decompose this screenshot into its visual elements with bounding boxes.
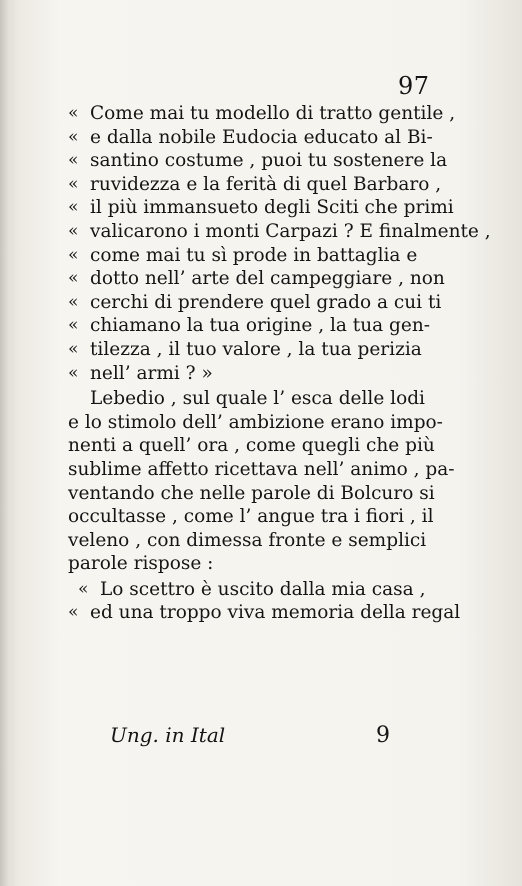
line-text: santino costume , puoi tu sostenere la xyxy=(90,150,448,172)
quote-mark: « xyxy=(68,315,79,336)
line-text: tilezza , il tuo valore , la tua perizia xyxy=(90,338,422,360)
line-text: nenti a quell’ ora , come quegli che più xyxy=(68,435,435,457)
page-gutter xyxy=(0,0,10,886)
line-text: ventando che nelle parole di Bolcuro si xyxy=(68,482,435,504)
line-text: veleno , con dimessa fronte e semplici xyxy=(68,529,427,551)
text-line xyxy=(68,411,446,435)
text-line xyxy=(68,126,446,150)
text-line xyxy=(68,291,446,315)
line-text: e dalla nobile Eudocia educato al Bi- xyxy=(90,126,433,148)
text-line xyxy=(68,173,446,197)
line-text: valicarono i monti Carpazi ? E finalmente , xyxy=(90,220,491,242)
quote-mark: « xyxy=(68,268,79,289)
line-text: Lebedio , sul quale l’ esca delle lodi xyxy=(90,388,425,410)
quote-mark: « xyxy=(68,197,79,218)
text-line xyxy=(68,196,454,220)
text-line xyxy=(68,338,446,362)
page-number: 97 xyxy=(398,72,430,100)
line-text: il più immansueto degli Sciti che primi xyxy=(90,197,454,219)
text-line xyxy=(68,529,446,553)
quote-mark: « xyxy=(68,291,79,312)
line-text: dotto nell’ arte del campeggiare , non xyxy=(90,268,445,290)
line-text: come mai tu sì prode in battaglia e xyxy=(90,244,418,266)
page-footer xyxy=(110,723,390,748)
text-line xyxy=(68,505,446,529)
line-text: Lo scettro è uscito dalla mia casa , xyxy=(100,578,426,600)
text-line xyxy=(68,387,446,411)
page-text xyxy=(68,102,491,625)
footer-signature-mark: 9 xyxy=(376,723,390,748)
text-line xyxy=(68,314,446,338)
text-line xyxy=(68,149,446,173)
text-line xyxy=(68,220,491,244)
quote-mark: « xyxy=(68,338,79,359)
text-line xyxy=(68,362,446,386)
quote-mark: « xyxy=(68,362,79,383)
quote-mark: « xyxy=(68,173,79,194)
quote-mark: « xyxy=(68,244,79,265)
text-line xyxy=(68,578,446,602)
text-line xyxy=(68,267,446,291)
text-line xyxy=(68,102,456,126)
quote-mark: « xyxy=(68,103,79,123)
line-text: ruvidezza e la ferità di quel Barbaro , xyxy=(90,173,442,195)
text-line xyxy=(68,552,446,576)
line-text: Come mai tu modello di tratto gentile , xyxy=(90,103,456,124)
quote-mark: « xyxy=(68,220,79,241)
line-text: chiamano la tua origine , la tua gen- xyxy=(90,315,431,337)
quote-mark: « xyxy=(68,150,79,171)
line-text: cerchi di prendere quel grado a cui ti xyxy=(90,291,442,313)
line-text: nell’ armi ? » xyxy=(90,362,213,384)
line-text: parole rispose : xyxy=(68,553,214,575)
text-line xyxy=(68,434,446,458)
text-line xyxy=(68,458,455,482)
quote-mark: « xyxy=(78,578,89,599)
quote-mark: « xyxy=(68,126,79,147)
text-line xyxy=(68,244,446,268)
text-line xyxy=(68,482,446,506)
footer-signature: Ung. in Ital xyxy=(110,723,226,747)
quote-mark: « xyxy=(68,602,79,623)
line-text: ed una troppo viva memoria della regal xyxy=(90,602,461,624)
line-text: sublime affetto ricettava nell’ animo , pa- xyxy=(68,458,455,480)
text-line xyxy=(68,601,461,625)
line-text: e lo stimolo dell’ ambizione erano impo- xyxy=(68,411,443,433)
line-text: occultasse , come l’ angue tra i fiori , il xyxy=(68,506,434,528)
